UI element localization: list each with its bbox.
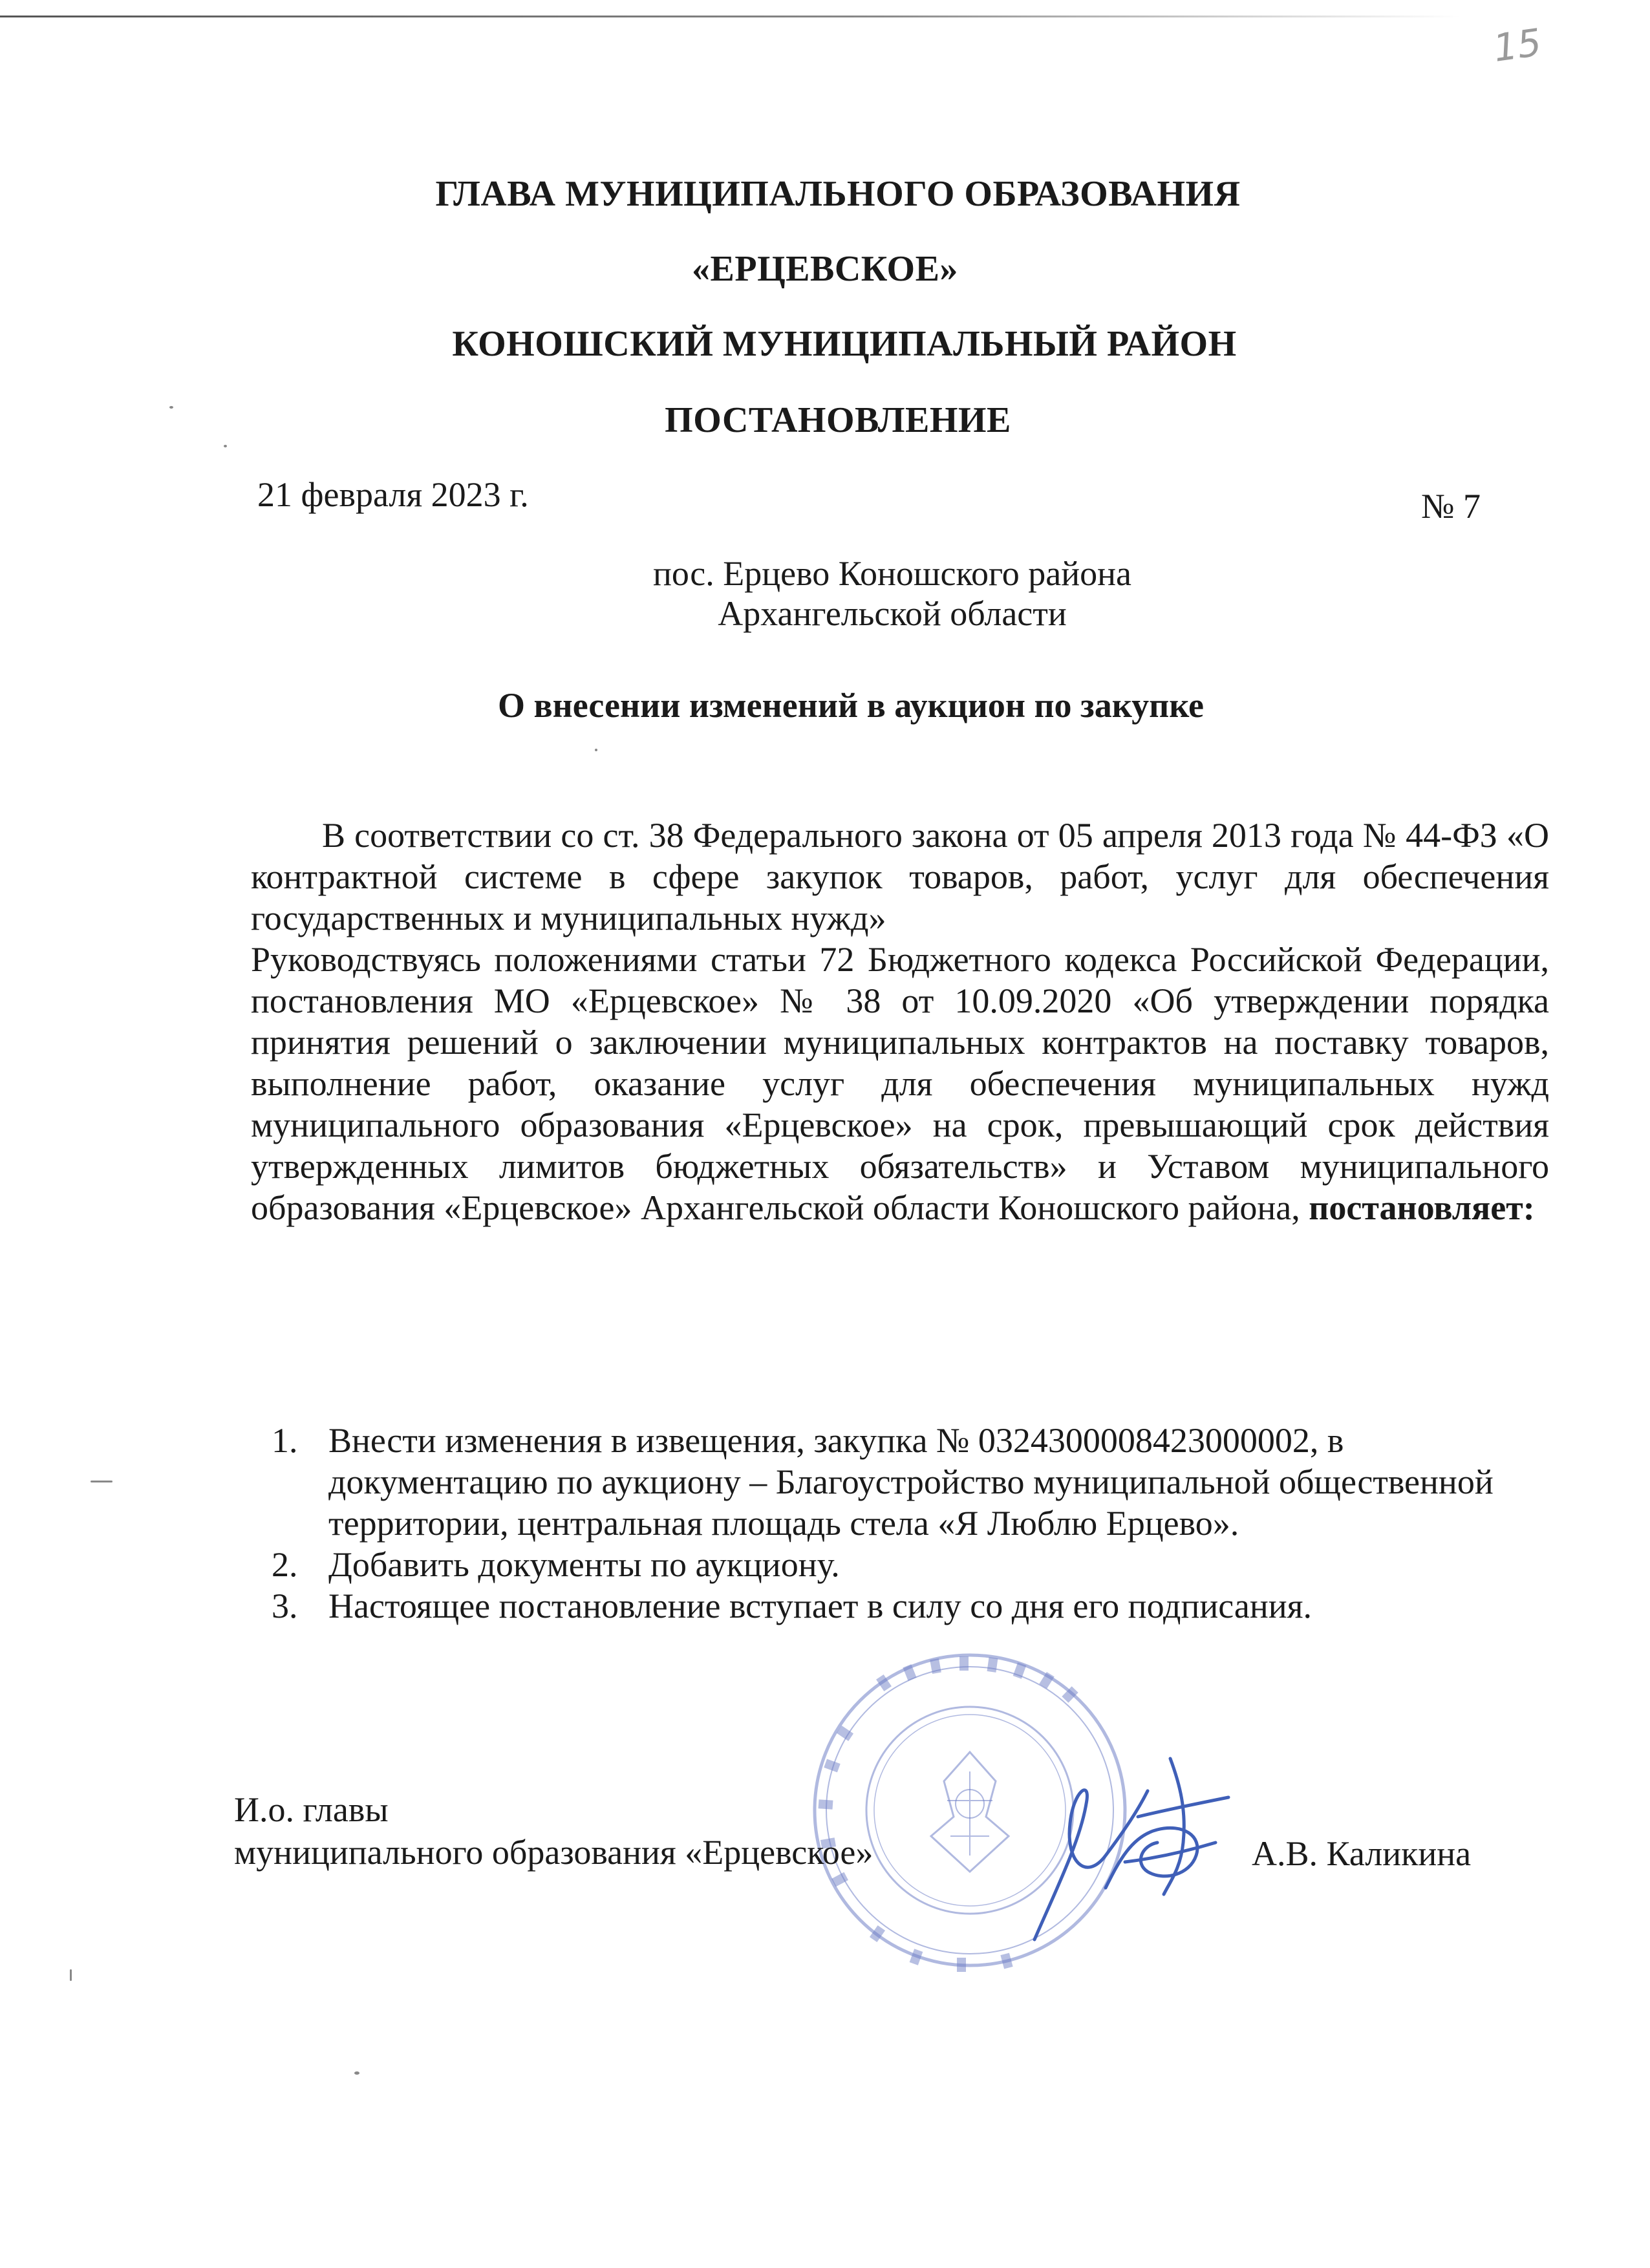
signatory-name: А.В. Каликина [1252,1834,1472,1873]
document-subject: О внесении изменений в аукцион по закупке [498,686,1204,725]
header-title-line3: КОНОШСКИЙ МУНИЦИПАЛЬНЫЙ РАЙОН [452,324,1237,364]
list-item [272,1420,1500,1544]
place-line2: Архангельской области [718,594,1067,633]
scan-speck [91,1481,112,1482]
item-text: Настоящее постановление вступает в силу со дня его подписания. [328,1587,1312,1625]
resolution-items [272,1420,1500,1627]
preamble-paragraph: В соответствии со ст. 38 Федерального закона от 05 апреля 2013 года № 44-ФЗ «О контрактной системе в сфере закупок товаров, работ, услуг для обеспечения государственных и муниципальных нужд» [251,816,1549,937]
signatory-position [234,1788,873,1874]
basis-text: Руководствуясь положениями статьи 72 Бюджетного кодекса Российской Федерации, постановления МО «Ерцевское» № 38 от 10.09.2020 «Об утверждении порядка принятия решений о заключении муниципальных контрактов на поставку товаров, выполнение работ, оказание услуг для обеспечения муниципальных нужд муниципального образования «Ерцевское» на срок, превышающий срок действия утвержденных лимитов бюджетных обязательств» и Уставом муниципального образования «Ерцевское» Архангельской области Коношского района, [251,940,1549,1227]
scan-speck [354,2071,359,2075]
list-item [272,1544,1500,1585]
handwritten-signature [1009,1733,1254,1952]
signatory-role-line1: И.о. главы [234,1790,389,1829]
scan-speck [70,1969,72,1981]
scan-speck [224,445,227,447]
place-of-issue [517,553,1267,634]
item-text: Добавить документы по аукциону. [328,1545,840,1584]
item-number: 1. [272,1421,298,1460]
document-number: № 7 [1421,487,1481,526]
document-type: ПОСТАНОВЛЕНИЕ [665,400,1011,440]
resolves-word: постановляет: [1309,1188,1535,1227]
scan-speck [595,749,597,751]
scan-edge-line [0,16,1461,17]
list-item [272,1585,1500,1627]
scan-speck [169,406,173,409]
place-line1: пос. Ерцево Коношского района [653,554,1131,593]
header-title-line2: «ЕРЦЕВСКОЕ» [692,249,958,289]
signatory-role-line2: муниципального образования «Ерцевское» [234,1833,873,1872]
item-number: 2. [272,1545,298,1584]
header-title-line1: ГЛАВА МУНИЦИПАЛЬНОГО ОБРАЗОВАНИЯ [435,174,1241,214]
document-date: 21 февраля 2023 г. [257,475,529,514]
item-text: Внести изменения в извещения, закупка № 0324300008423000002, в документацию по аукциону – Благоустройство муниципальной общественной территории, центральная площадь стела «Я Люблю Ерцево». [328,1421,1494,1543]
item-number: 3. [272,1587,298,1625]
handwritten-page-number: 15 [1490,20,1545,70]
basis-paragraph [251,939,1549,1228]
